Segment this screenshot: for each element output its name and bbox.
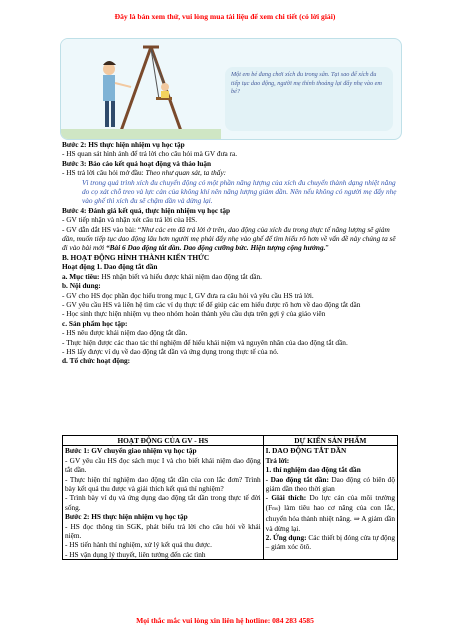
table-row: [63, 446, 398, 560]
explanation-text-a: Do lực cản của môi trường (F: [265, 493, 395, 512]
application-text: Các thiết bị đóng cửa tự động – giảm xóc ôtô.: [265, 533, 395, 552]
table-left-line: - GV yêu cầu HS đọc sách mục I và cho biết khái niệm dao động tắt dần.: [65, 455, 261, 475]
table-header-row: [63, 436, 398, 446]
table-header-activities: HOẠT ĐỘNG CỦA GV - HS: [63, 436, 264, 446]
goal-label: a. Mục tiêu:: [62, 271, 102, 281]
content-1: - GV cho HS đọc phần đọc hiểu trong mục I, GV đưa ra câu hỏi và yêu cầu HS trả lời.: [62, 290, 314, 300]
hotline-banner: Mọi thắc mắc vui lòng xin liên hệ hotline: 084 283 4585: [136, 616, 314, 625]
definition-label: - Dao động tắt dần:: [265, 474, 329, 484]
question-text: Một em bé đang chơi xích đu trong sân. Tại sao để xích đu tiếp tục dao động, người mẹ thỉnh thoảng lại đẩy nhẹ vào em bé?: [231, 71, 382, 96]
application-label: 2. Ứng dụng:: [265, 533, 307, 543]
content-label: b. Nội dung:: [62, 281, 101, 291]
lesson-title: “Bài 6 Dao động tắt dần. Dao động cưỡng bức. Hiện tượng cộng hưởng.: [106, 243, 326, 253]
step3-answer: Vì trong quá trình xích đu chuyển động có một phần năng lượng của xích đu chuyển thành dạng nhiệt năng do cọ xát chỗ treo và lực cản của không khí nên năng lượng giảm dần. Nên nếu không có người mẹ đẩy nhẹ vào ghế thì xích đu sẽ chậm dần và dừng lại.: [82, 177, 397, 206]
goal-text: HS nhận biết và hiểu được khái niệm dao động tắt dần.: [101, 271, 262, 281]
product-2: - Thực hiện được các thao tác thí nghiệm để hiểu khái niệm và nguyên nhân của dao động tắt dần.: [62, 337, 348, 347]
step4-line2-b: Như các em đã trả lời ở trên, dao động của xích đu trong thực tế năng lượng sẽ giảm dần, muốn tiếp tục dao động lâu hơn người mẹ phải đẩy nhẹ vào ghế để tìm hiểu rõ hơn về vấn đề này chúng ta sẽ đi vào bài mới: [62, 224, 396, 253]
products-title: I. DAO ĐỘNG TẮT DẦN: [265, 446, 347, 456]
content-3: - Học sinh thực hiện nhiệm vụ theo nhóm hoàn thành yêu cầu dựa trên gợi ý của giáo viên: [62, 309, 326, 319]
friction-subscript: ms: [272, 506, 279, 512]
step2-line: - HS quan sát hình ảnh để trả lời cho câu hỏi mà GV đưa ra.: [62, 149, 238, 159]
table-step2-title: Bước 2: HS thực hiện nhiệm vụ học tập: [65, 512, 188, 522]
table-step1-title: Bước 1: GV chuyển giao nhiệm vụ học tập: [65, 446, 197, 456]
org-label: d. Tổ chức hoạt động:: [62, 356, 131, 366]
goal-line: [62, 272, 398, 281]
explanation-line: [266, 493, 395, 533]
products-cell: [263, 446, 397, 560]
activities-cell: [63, 446, 264, 560]
content-2: - GV yêu cầu HS và liên hệ tìm các ví dụ thực tế để giúp các em hiểu được rõ hơn về dao động tắt dần: [62, 299, 361, 309]
explanation-text-b: ) làm tiêu hao cơ năng của con lắc, chuyển hóa thành nhiệt năng. ⇒ A giảm dần và dừng lại.: [265, 502, 395, 533]
experiment-heading: 1. thí nghiệm dao động tắt dần: [265, 465, 361, 475]
table-left-line: - HS vận dụng lý thuyết, liên tưởng đến các tình: [65, 549, 206, 559]
answer-label: Trả lời:: [265, 455, 290, 465]
application-line: [266, 533, 395, 552]
product-3: - HS lấy được ví dụ về dao động tắt dần và ứng dụng trong thực tế của nó.: [62, 346, 279, 356]
lesson-body: [62, 140, 398, 366]
step4-line2-d: ”: [325, 243, 329, 253]
step4-line2-a: - GV dẫn dắt HS vào bài: “: [62, 224, 142, 234]
step3-line: [62, 168, 398, 177]
step2-title: Bước 2: HS thực hiện nhiệm vụ học tập: [62, 140, 185, 149]
step4-line1: - GV tiếp nhận và nhận xét câu trả lời của HS.: [62, 215, 198, 225]
swing-illustration: [60, 38, 402, 140]
table-left-line: - Trình bày ví dụ và ứng dụng dao động tắt dần trong thực tế đời sống.: [65, 493, 261, 512]
definition-line: [266, 475, 395, 494]
step3-line-a: - HS trả lời câu hỏi mở đầu:: [62, 168, 146, 178]
section-b-heading: B. HOẠT ĐỘNG HÌNH THÀNH KIẾN THỨC: [62, 252, 210, 262]
mother-child-swing-icon: [61, 39, 221, 139]
table-header-products: DỰ KIẾN SẢN PHẨM: [263, 436, 397, 446]
activity1-heading: Hoạt động 1. Dao động tắt dần: [62, 262, 158, 272]
product-1: - HS nêu được khái niệm dao động tắt dần.: [62, 328, 188, 338]
step3-line-b: Theo như quan sát, ta thấy:: [145, 168, 227, 178]
table-left-line: - Thực hiện thí nghiệm dao động tắt dần của con lắc đơn? Trình bày kết quả thu được và giải thích kết quả thí nghiệm?: [65, 474, 261, 494]
question-bubble: [225, 67, 393, 131]
product-label: c. Sản phẩm học tập:: [62, 318, 128, 328]
table-left-line: - HS đọc thông tin SGK, phát biểu trả lời cho câu hỏi về khái niệm.: [65, 521, 261, 541]
definition-text: Dao động có biên độ giảm dần theo thời gian: [265, 474, 395, 494]
step4-line2: [62, 225, 398, 253]
activity-table: [62, 435, 398, 560]
step4-title: Bước 4: Đánh giá kết quả, thực hiện nhiệm vụ học tập: [62, 205, 231, 215]
step3-title: Bước 3: Báo cáo kết quả hoạt động và thảo luận: [62, 158, 212, 168]
preview-banner: Đây là bản xem thử, vui lòng mua tài liệu để xem chi tiết (có lời giải): [114, 12, 336, 21]
explanation-label: - Giải thích:: [265, 493, 307, 503]
table-left-line: - HS tiến hành thí nghiệm, xử lý kết quả thu được.: [65, 540, 212, 550]
